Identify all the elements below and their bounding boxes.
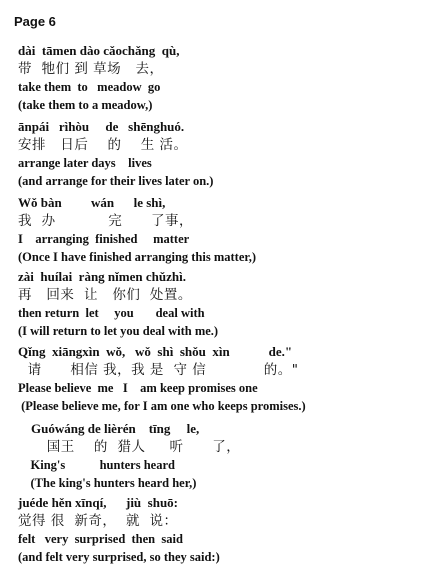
hanzi-line: 我 办 完 了事， [18,213,194,229]
translation-line: (Please believe me, for I am one who keeps promises.) [18,399,306,413]
translation-line: (The king's hunters heard her,) [18,476,197,490]
hanzi-line: 国王 的 猎人 听 了， [18,439,241,455]
hanzi-line: 再 回来 让 你们 处置。 [18,287,192,303]
translation-line: (take them to a meadow,) [18,98,153,112]
pinyin-line: dài tāmen dào cǎochǎng qù, [18,43,180,58]
translation-line: (and arrange for their lives later on.) [18,174,214,188]
sentence-block-1 [18,42,418,114]
sentence-block-4 [18,268,418,340]
english-gloss-line: arrange later days lives [18,156,152,170]
english-gloss-line: King's hunters heard [18,458,175,472]
pinyin-line: Qǐng xiāngxìn wǒ, wǒ shì shǒu xìn de." [18,344,293,359]
hanzi-line: 安排 日后 的 生 活。 [18,137,188,153]
sentence-block-5 [18,343,418,415]
translation-line: (Once I have finished arranging this matter,) [18,250,257,264]
translation-line: (I will return to let you deal with me.) [18,324,219,338]
page-number: Page 6 [14,14,56,29]
sentence-block-2 [18,118,418,190]
english-gloss-line: then return let you deal with [18,306,205,320]
english-gloss-line: felt very surprised then said [18,532,183,546]
pinyin-line: juéde hěn xīnqí, jiù shuō: [18,495,179,510]
hanzi-line: 请 相信 我，我 是 守 信 的。" [18,362,299,378]
pinyin-line: zài huílai ràng nǐmen chǔzhì. [18,269,186,284]
sentence-block-6 [18,420,418,492]
english-gloss-line: take them to meadow go [18,80,161,94]
pinyin-line: Wǒ bàn wán le shì, [18,195,166,210]
translation-line: (and felt very surprised, so they said:) [18,550,220,564]
english-gloss-line: I arranging finished matter [18,232,190,246]
sentence-block-3 [18,194,418,266]
pinyin-line: Guówáng de lièrén tīng le, [18,421,200,436]
sentence-block-7 [18,494,418,566]
hanzi-line: 觉得 很 新奇， 就 说： [18,513,178,529]
english-gloss-line: Please believe me I am keep promises one [18,381,258,395]
hanzi-line: 带 牠们 到 草场 去， [18,61,164,77]
pinyin-line: ānpái rìhòu de shēnghuó. [18,119,185,134]
